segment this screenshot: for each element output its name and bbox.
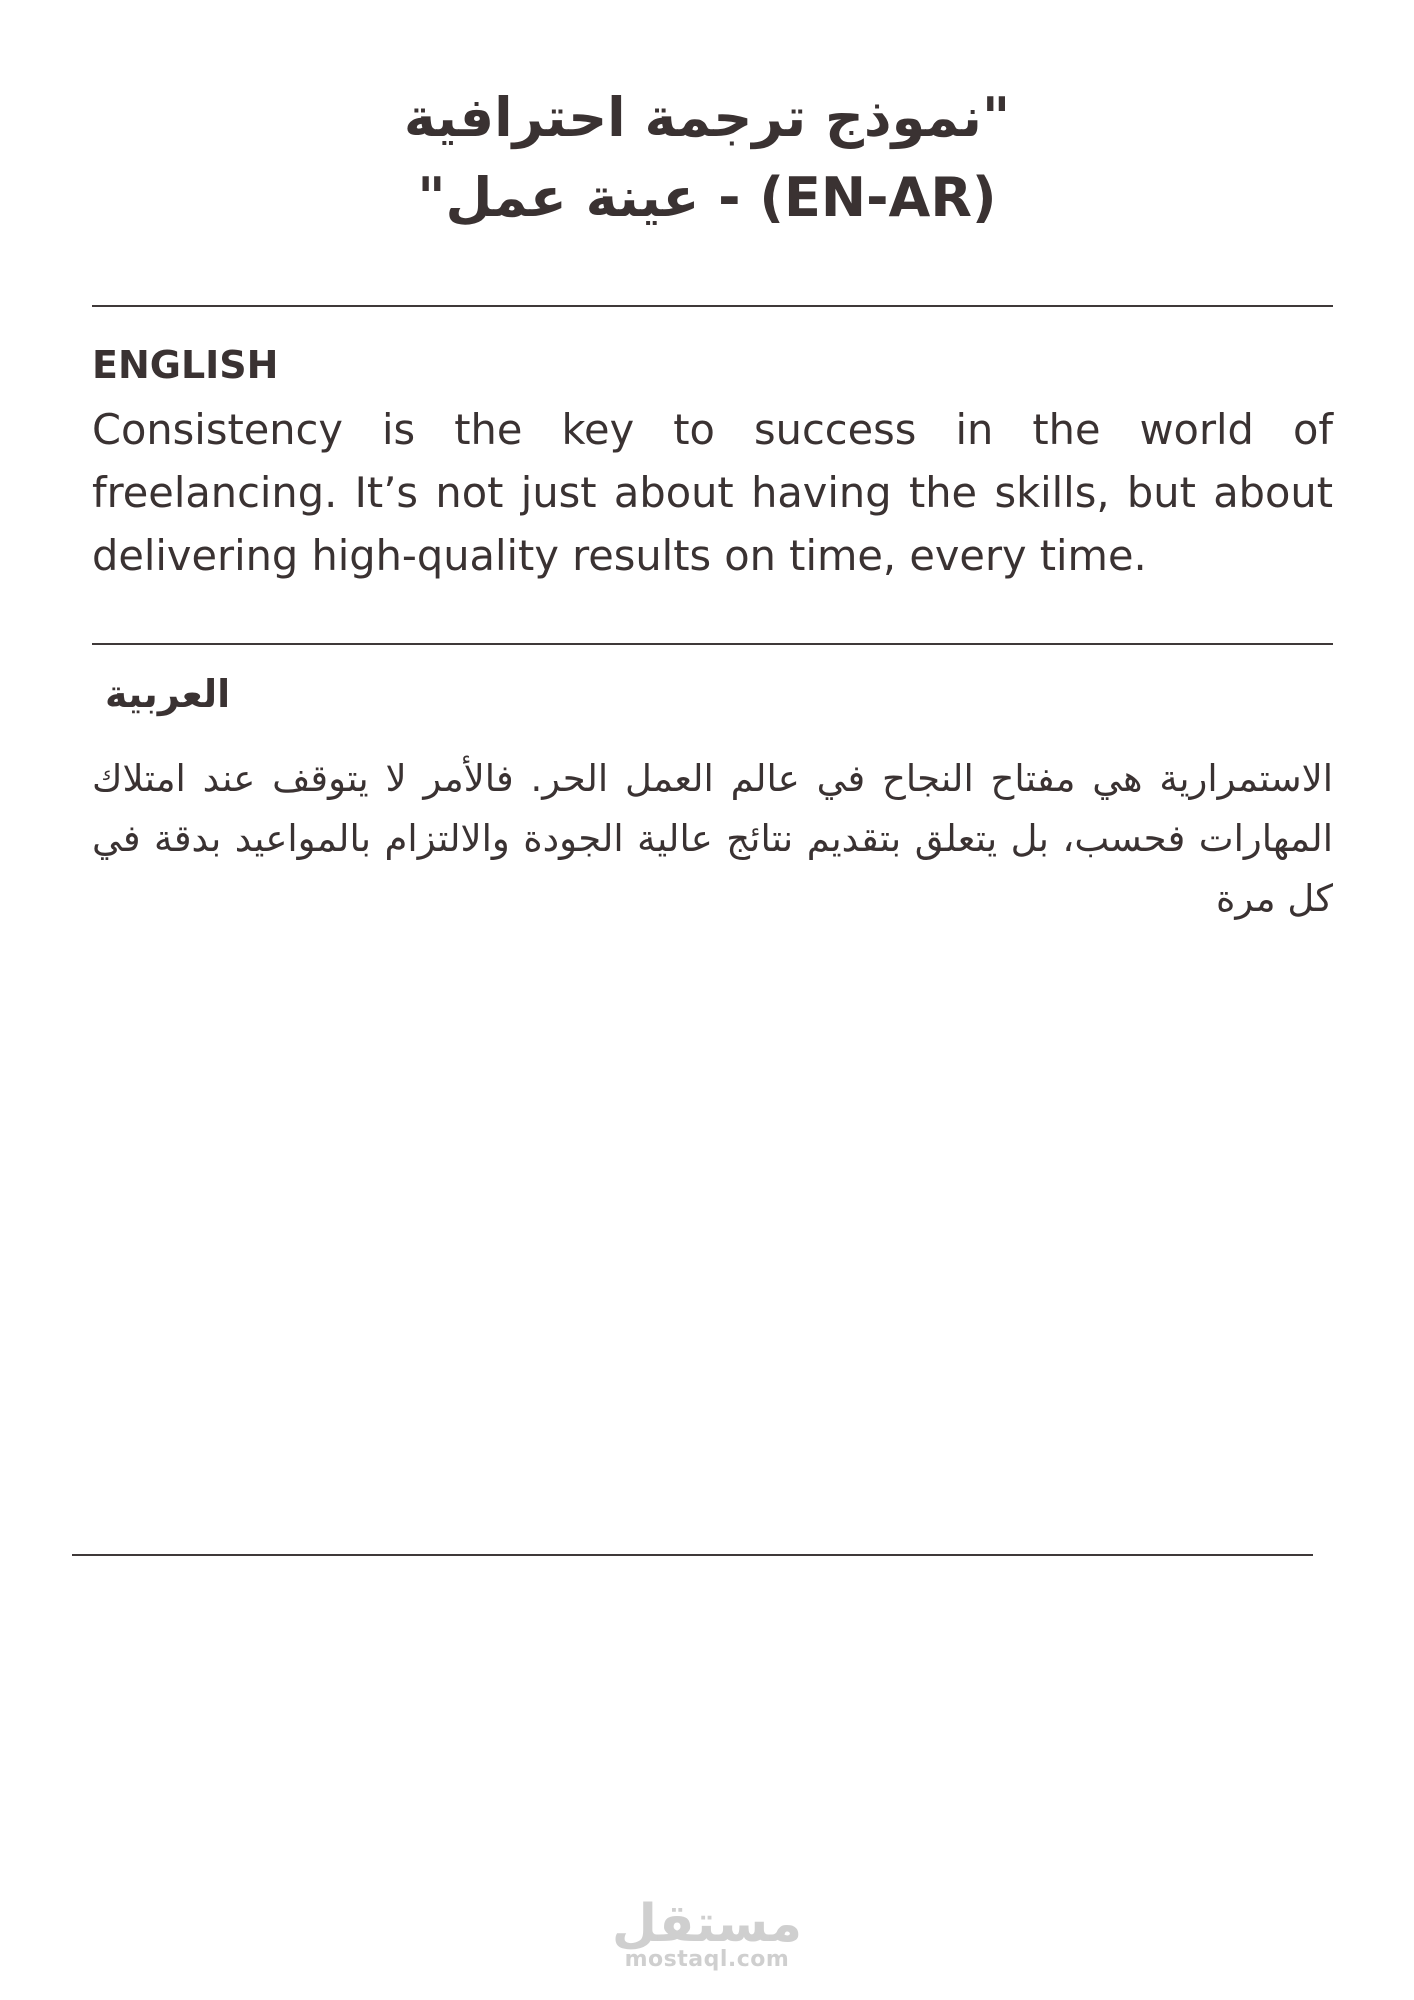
section-divider-bottom: [72, 1554, 1313, 1556]
english-source-text: Consistency is the key to success in the world of freelancing. It’s not just about having the skills, but about delivering high-quality results on time, every time.: [92, 405, 1333, 580]
english-section-label: ENGLISH: [92, 343, 279, 387]
arabic-translation-text: الاستمرارية هي مفتاح النجاح في عالم العمل الحر. فالأمر لا يتوقف عند امتلاك المهارات فحسب، بل يتعلق بتقديم نتائج عالية الجودة والالتزام بالمواعيد بدقة في كل مرة: [92, 757, 1333, 920]
arabic-section-label: العربية: [105, 672, 231, 716]
mostaql-domain-watermark: mostaql.com: [624, 1947, 790, 1972]
section-divider-top: [92, 305, 1333, 307]
mostaql-logo-watermark: مستقل: [611, 1894, 803, 1954]
section-divider-middle: [92, 643, 1333, 645]
page-title: "نموذج ترجمة احترافية (EN-AR) - عينة عمل": [403, 86, 1011, 229]
